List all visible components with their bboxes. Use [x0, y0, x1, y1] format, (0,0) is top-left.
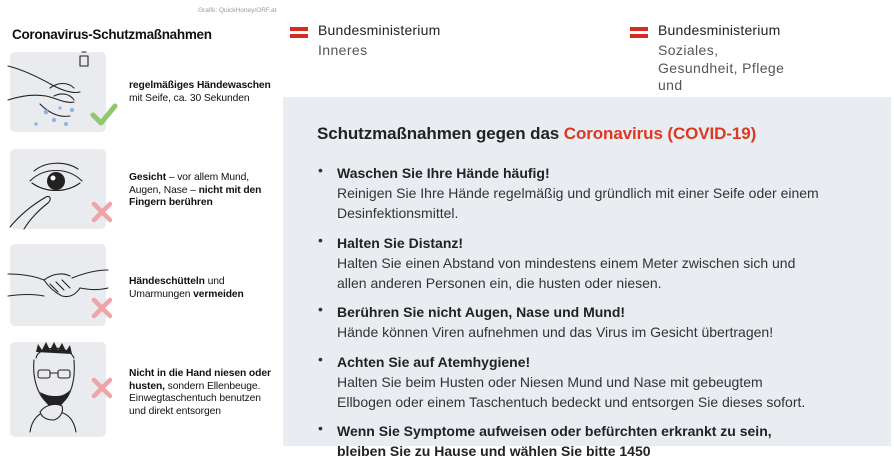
measure-heading: Halten Sie Distanz!: [337, 234, 464, 251]
handshake-bold: Händeschütteln: [129, 276, 205, 287]
measure-heading: Berühren Sie nicht Augen, Nase und Mund!: [337, 304, 626, 320]
measure-heading: Wenn Sie Symptome aufweisen oder befürchten erkrankt zu sein, bleiben Sie zu Hause und wählen Sie bitte 1450: [337, 423, 772, 459]
austria-flag-icon: [630, 27, 648, 38]
tile-sneeze-text: [129, 368, 279, 418]
measure-item: [317, 233, 877, 293]
sneeze-rest: sondern Ellenbeuge. Einwegtaschentuch benutzen und direkt entsorgen: [129, 380, 261, 417]
bullet-icon: •: [318, 350, 323, 367]
panel-title-prefix: Schutzmaßnahmen gegen das: [317, 124, 564, 143]
ministry-department: Soziales, Gesundheit, Pflege und: [658, 42, 785, 93]
panel-title: [317, 124, 756, 144]
measure-body: Halten Sie einen Abstand von mindestens einem Meter zwischen sich und allen anderen Personen ein, die husten oder niesen.: [337, 254, 796, 291]
measures-panel: [283, 97, 891, 459]
tile-handshake-text: [129, 276, 279, 301]
handshake-rest: und Umarmungen: [129, 276, 225, 300]
measure-item: [317, 421, 877, 461]
handwashing-bold: regelmäßiges Händewaschen: [129, 80, 271, 91]
handwashing-rest: mit Seife, ca. 30 Sekunden: [129, 92, 250, 104]
cross-icon-face: [90, 200, 114, 224]
cross-icon-handshake: [90, 296, 114, 320]
measure-body: Reinigen Sie Ihre Hände regelmäßig und gründlich mit einer Seife oder einem Desinfektionsmittel.: [337, 185, 819, 221]
measure-body: Hände können Viren aufnehmen und das Virus im Gesicht übertragen!: [337, 324, 774, 340]
check-icon: [90, 102, 118, 128]
ministry-department: Inneres: [318, 42, 368, 58]
tile-face-text: [129, 172, 279, 210]
handshake-bold2: vermeiden: [193, 288, 244, 300]
sneeze-bold: Nicht in die Hand niesen oder husten,: [129, 368, 271, 392]
measures-list: [317, 163, 877, 471]
measure-item: [317, 352, 877, 412]
image-credit: Grafik: QuickHoney/ORF.at: [198, 7, 277, 14]
panel-title-highlight: Coronavirus (COVID-19): [563, 124, 757, 143]
face-bold2: nicht mit den Fingern berühren: [129, 184, 262, 209]
austria-flag-icon: [290, 27, 308, 38]
cross-icon-sneeze: [90, 376, 114, 400]
measure-heading: Waschen Sie Ihre Hände häufig!: [337, 165, 550, 181]
measure-heading: Achten Sie auf Atemhygiene!: [337, 353, 531, 370]
face-bold: Gesicht: [129, 172, 167, 183]
bullet-icon: •: [318, 420, 323, 436]
bullet-icon: •: [318, 301, 323, 317]
bullet-icon: •: [318, 231, 323, 248]
ministry-name: Bundesministerium: [658, 22, 781, 38]
tile-handwashing-text: [129, 80, 279, 105]
infographic-title: Coronavirus-Schutzmaßnahmen: [12, 27, 212, 42]
measure-body: Halten Sie beim Husten oder Niesen Mund und Nase mit gebeugtem Ellbogen oder einem Taschentuch bedeckt und entsorgen Sie dieses sofort.: [337, 373, 806, 410]
measure-item: [317, 302, 877, 342]
measure-item: [317, 163, 877, 223]
face-rest: – vor allem Mund, Augen, Nase –: [129, 172, 249, 196]
bullet-icon: •: [318, 162, 323, 178]
ministry-name: Bundesministerium: [318, 22, 441, 38]
